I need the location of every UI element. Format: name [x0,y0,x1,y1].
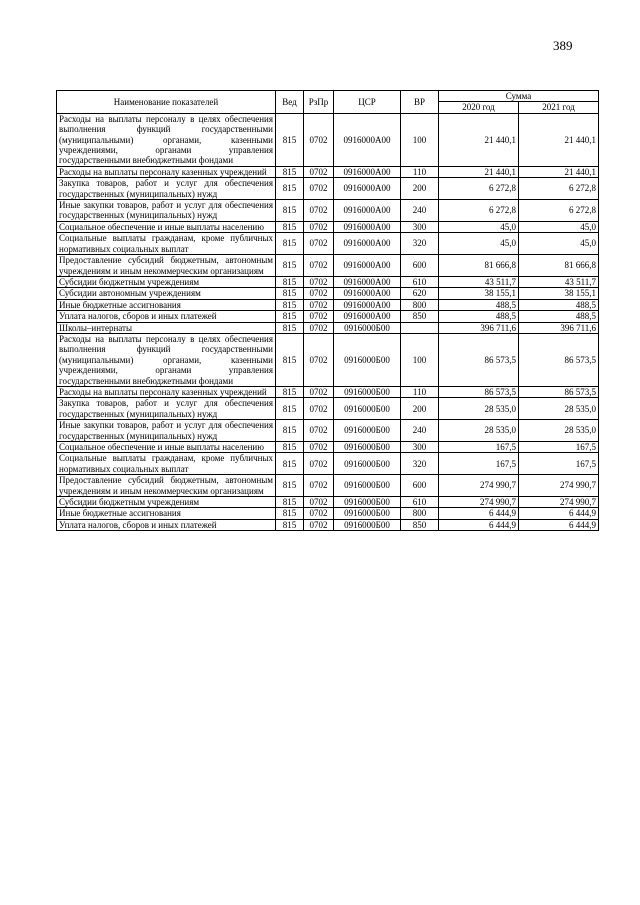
cell-rzpr: 0702 [304,442,334,453]
cell-ved: 815 [276,398,304,420]
table-row [57,386,599,397]
cell-vr: 240 [401,200,439,222]
table-row [57,255,599,277]
table-row [57,420,599,442]
cell-name: Иные закупки товаров, работ и услуг для обеспечения государственных (муниципальных) нужд [57,420,276,442]
cell-y2021: 396 711,6 [519,322,599,333]
cell-y2020: 6 272,8 [439,178,519,200]
cell-ved: 815 [276,311,304,322]
cell-y2020: 396 711,6 [439,322,519,333]
cell-y2020: 488,5 [439,299,519,310]
cell-name: Социальное обеспечение и иные выплаты населению [57,442,276,453]
cell-name: Предоставление субсидий бюджетным, автономным учреждениям и иным некоммерческим организациям [57,475,276,497]
cell-vr: 800 [401,508,439,519]
cell-y2021: 488,5 [519,311,599,322]
header-ved: Вед [276,91,304,114]
table-row [57,453,599,475]
cell-y2021: 38 155,1 [519,288,599,299]
cell-vr: 200 [401,398,439,420]
cell-y2021: 81 666,8 [519,255,599,277]
cell-y2020: 21 440,1 [439,113,519,166]
cell-ved: 815 [276,233,304,255]
cell-y2021: 45,0 [519,221,599,232]
table-row [57,398,599,420]
cell-y2020: 86 573,5 [439,333,519,386]
table-row [57,333,599,386]
cell-csr: 0916000А00 [334,311,401,322]
cell-y2021: 86 573,5 [519,333,599,386]
cell-vr: 850 [401,311,439,322]
cell-name: Социальное обеспечение и иные выплаты населению [57,221,276,232]
cell-y2020: 21 440,1 [439,166,519,177]
cell-rzpr: 0702 [304,200,334,222]
cell-y2020: 43 511,7 [439,276,519,287]
cell-name: Школы–интернаты [57,322,276,333]
cell-vr: 600 [401,475,439,497]
cell-name: Социальные выплаты гражданам, кроме публичных нормативных социальных выплат [57,453,276,475]
cell-name: Субсидии бюджетным учреждениям [57,276,276,287]
cell-rzpr: 0702 [304,497,334,508]
page-number: 389 [553,38,573,53]
table-row [57,221,599,232]
cell-vr: 320 [401,453,439,475]
cell-y2021: 6 272,8 [519,178,599,200]
cell-csr: 0916000А00 [334,221,401,232]
cell-vr: 110 [401,166,439,177]
cell-csr: 0916000А00 [334,276,401,287]
cell-y2020: 167,5 [439,442,519,453]
cell-rzpr: 0702 [304,475,334,497]
cell-csr: 0916000А00 [334,166,401,177]
cell-rzpr: 0702 [304,166,334,177]
cell-name: Социальные выплаты гражданам, кроме публичных нормативных социальных выплат [57,233,276,255]
cell-csr: 0916000А00 [334,113,401,166]
table-row [57,288,599,299]
cell-y2020: 86 573,5 [439,386,519,397]
cell-y2021: 43 511,7 [519,276,599,287]
cell-name: Иные бюджетные ассигнования [57,299,276,310]
cell-rzpr: 0702 [304,322,334,333]
table-row [57,442,599,453]
cell-vr: 300 [401,221,439,232]
cell-rzpr: 0702 [304,221,334,232]
table-row [57,113,599,166]
cell-ved: 815 [276,508,304,519]
cell-rzpr: 0702 [304,299,334,310]
cell-name: Расходы на выплаты персоналу в целях обеспечения выполнения функций государственными (муниципальными) органами, казенными учреждениями, органами управления государственными внебюджетными фондами [57,113,276,166]
table-row [57,508,599,519]
cell-name: Уплата налогов, сборов и иных платежей [57,519,276,530]
cell-csr: 0916000Б00 [334,442,401,453]
cell-y2021: 21 440,1 [519,166,599,177]
cell-name: Расходы на выплаты персоналу в целях обеспечения выполнения функций государственными (муниципальными) органами, казенными учреждениями, органами управления государственными внебюджетными фондами [57,333,276,386]
table-row [57,166,599,177]
cell-csr: 0916000А00 [334,178,401,200]
table-row [57,178,599,200]
table-row [57,322,599,333]
cell-y2021: 274 990,7 [519,497,599,508]
cell-csr: 0916000Б00 [334,333,401,386]
cell-csr: 0916000Б00 [334,453,401,475]
cell-y2020: 28 535,0 [439,420,519,442]
header-sum: Сумма [439,91,599,102]
cell-y2021: 167,5 [519,442,599,453]
header-vr: ВР [401,91,439,114]
table-header [57,91,599,114]
cell-ved: 815 [276,166,304,177]
table-row [57,497,599,508]
cell-csr: 0916000Б00 [334,386,401,397]
cell-y2021: 6 444,9 [519,519,599,530]
cell-rzpr: 0702 [304,453,334,475]
cell-y2020: 6 444,9 [439,519,519,530]
cell-rzpr: 0702 [304,113,334,166]
cell-vr: 610 [401,276,439,287]
cell-ved: 815 [276,497,304,508]
cell-y2020: 45,0 [439,221,519,232]
cell-ved: 815 [276,255,304,277]
cell-ved: 815 [276,442,304,453]
cell-y2020: 6 272,8 [439,200,519,222]
cell-csr: 0916000Б00 [334,475,401,497]
cell-csr: 0916000Б00 [334,508,401,519]
cell-vr: 100 [401,113,439,166]
cell-rzpr: 0702 [304,255,334,277]
cell-y2021: 6 444,9 [519,508,599,519]
cell-vr [401,322,439,333]
header-rzpr: РзПр [304,91,334,114]
table-row [57,475,599,497]
cell-y2021: 274 990,7 [519,475,599,497]
cell-y2020: 488,5 [439,311,519,322]
cell-name: Иные закупки товаров, работ и услуг для обеспечения государственных (муниципальных) нужд [57,200,276,222]
cell-csr: 0916000Б00 [334,497,401,508]
cell-ved: 815 [276,453,304,475]
cell-rzpr: 0702 [304,420,334,442]
cell-ved: 815 [276,322,304,333]
cell-y2020: 28 535,0 [439,398,519,420]
header-csr: ЦСР [334,91,401,114]
cell-name: Уплата налогов, сборов и иных платежей [57,311,276,322]
cell-csr: 0916000А00 [334,288,401,299]
cell-rzpr: 0702 [304,333,334,386]
cell-vr: 240 [401,420,439,442]
table-body [57,113,599,530]
cell-csr: 0916000Б00 [334,322,401,333]
cell-ved: 815 [276,420,304,442]
cell-y2021: 86 573,5 [519,386,599,397]
budget-table [56,90,599,531]
cell-rzpr: 0702 [304,276,334,287]
cell-rzpr: 0702 [304,519,334,530]
cell-vr: 300 [401,442,439,453]
cell-ved: 815 [276,519,304,530]
cell-vr: 110 [401,386,439,397]
cell-y2020: 167,5 [439,453,519,475]
table-row [57,311,599,322]
cell-ved: 815 [276,276,304,287]
cell-name: Закупка товаров, работ и услуг для обеспечения государственных (муниципальных) нужд [57,398,276,420]
cell-csr: 0916000А00 [334,200,401,222]
cell-rzpr: 0702 [304,398,334,420]
cell-vr: 620 [401,288,439,299]
cell-y2020: 38 155,1 [439,288,519,299]
cell-rzpr: 0702 [304,178,334,200]
cell-y2021: 21 440,1 [519,113,599,166]
table-row [57,200,599,222]
table-row [57,233,599,255]
cell-vr: 610 [401,497,439,508]
cell-csr: 0916000Б00 [334,398,401,420]
cell-vr: 100 [401,333,439,386]
cell-name: Предоставление субсидий бюджетным, автономным учреждениям и иным некоммерческим организациям [57,255,276,277]
cell-y2021: 28 535,0 [519,398,599,420]
cell-vr: 600 [401,255,439,277]
cell-name: Расходы на выплаты персоналу казенных учреждений [57,166,276,177]
cell-y2021: 45,0 [519,233,599,255]
cell-ved: 815 [276,475,304,497]
cell-ved: 815 [276,333,304,386]
header-name: Наименование показателей [57,91,276,114]
cell-y2021: 6 272,8 [519,200,599,222]
cell-csr: 0916000А00 [334,255,401,277]
cell-csr: 0916000А00 [334,233,401,255]
cell-vr: 320 [401,233,439,255]
cell-rzpr: 0702 [304,508,334,519]
cell-y2020: 274 990,7 [439,475,519,497]
cell-name: Субсидии бюджетным учреждениям [57,497,276,508]
cell-name: Иные бюджетные ассигнования [57,508,276,519]
cell-y2020: 45,0 [439,233,519,255]
cell-rzpr: 0702 [304,386,334,397]
cell-rzpr: 0702 [304,311,334,322]
cell-ved: 815 [276,386,304,397]
cell-vr: 200 [401,178,439,200]
cell-y2020: 6 444,9 [439,508,519,519]
cell-vr: 850 [401,519,439,530]
cell-name: Субсидии автономным учреждениям [57,288,276,299]
cell-y2021: 28 535,0 [519,420,599,442]
cell-y2021: 167,5 [519,453,599,475]
cell-ved: 815 [276,288,304,299]
table-row [57,276,599,287]
cell-name: Расходы на выплаты персоналу казенных учреждений [57,386,276,397]
cell-y2020: 274 990,7 [439,497,519,508]
cell-name: Закупка товаров, работ и услуг для обеспечения государственных (муниципальных) нужд [57,178,276,200]
cell-csr: 0916000Б00 [334,420,401,442]
cell-vr: 800 [401,299,439,310]
cell-csr: 0916000А00 [334,299,401,310]
cell-rzpr: 0702 [304,233,334,255]
header-year-2021: 2021 год [519,102,599,113]
cell-rzpr: 0702 [304,288,334,299]
cell-ved: 815 [276,113,304,166]
cell-ved: 815 [276,200,304,222]
cell-y2020: 81 666,8 [439,255,519,277]
cell-ved: 815 [276,178,304,200]
table-row [57,519,599,530]
cell-ved: 815 [276,299,304,310]
cell-y2021: 488,5 [519,299,599,310]
cell-ved: 815 [276,221,304,232]
table-row [57,299,599,310]
cell-csr: 0916000Б00 [334,519,401,530]
header-year-2020: 2020 год [439,102,519,113]
